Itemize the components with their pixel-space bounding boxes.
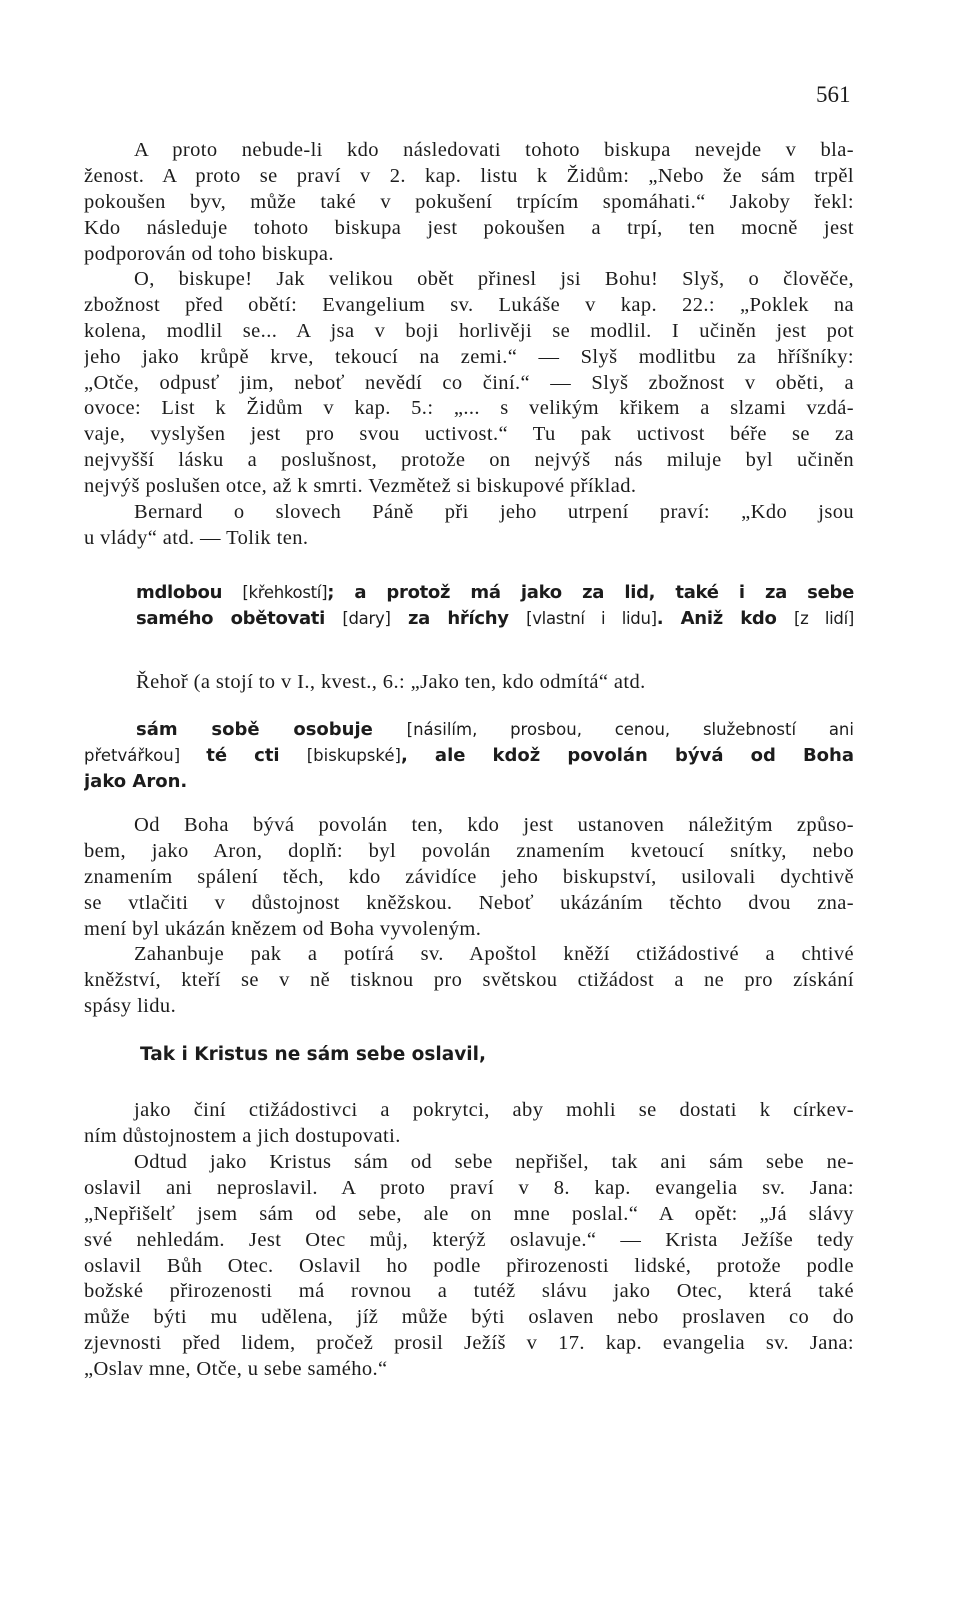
text-line: ním důstojnostem a jich dostupovati.: [84, 1124, 401, 1147]
text-line: Odtud jako Kristus sám od sebe nepřišel, tak ani sám sebe ne-: [134, 1151, 854, 1173]
paragraph-4: [136, 670, 854, 696]
bible-verse-2: [84, 717, 854, 795]
bible-verse-1: [136, 580, 854, 632]
text-line: „Nepřišelť jsem sám od sebe, ale on mne poslal.“ A opět: „Já slávy: [84, 1202, 854, 1225]
text-line: Od Boha bývá povolán ten, kdo jest ustanoven náležitým způso-: [134, 814, 854, 836]
text-line: božské přirozenosti má rovnou a tutéž slávu jako Otec, která také: [84, 1280, 854, 1303]
text-line: nejvýš poslušen otce, až k smrti. Vezmětež si biskupové příklad.: [84, 475, 637, 498]
text-line: O, biskupe! Jak velikou obět přinesl jsi Bohu! Slyš, o člověče,: [134, 268, 854, 290]
text-line: znamením spálení těch, kdo závidíce jeho biskupství, usilovali dychtivě: [84, 865, 854, 888]
text-line: „Otče, odpusť jim, neboť nevědí co činí.“ — Slyš zbožnost v oběti, a: [84, 371, 854, 394]
text-line: „Oslav mne, Otče, u sebe samého.“: [84, 1358, 388, 1381]
text-line: oslavil Bůh Otec. Oslavil ho podle přirozenosti lidské, protože podle: [84, 1254, 854, 1277]
paragraph-7: [84, 1098, 854, 1150]
verse-line: přetvářkou] té cti [biskupské], ale kdož povolán bývá od Boha: [84, 744, 854, 766]
verse-line: jako Aron.: [84, 770, 188, 792]
text-line: ovoce: List k Židům v kap. 5.: „... s velikým křikem a slzami vzdá-: [84, 397, 854, 420]
paragraph-6: [84, 942, 854, 1020]
text-line: podporován od toho biskupa.: [84, 242, 334, 265]
text-line: své nehledám. Jest Otec můj, kterýž oslavuje.“ — Krista Ježíše tedy: [84, 1228, 854, 1251]
text-line: A proto nebude-li kdo následovati tohoto biskupa nevejde v bla-: [134, 139, 854, 161]
verse-line: mdlobou [křehkostí]; a protož má jako za lid, také i za sebe: [136, 582, 854, 603]
text-line: u vlády“ atd. — Tolik ten.: [84, 526, 309, 549]
text-line: zbožnost před obětí: Evangelium sv. Lukáše v kap. 22.: „Poklek na: [84, 293, 854, 316]
text-line: bem, jako Aron, doplň: byl povolán znamením kvetoucí snítky, nebo: [84, 839, 854, 862]
text-line: kolena, modlil se... A jsa v boji horlivěji se modlil. I učiněn jest pot: [84, 319, 854, 342]
text-line: Řehoř (a stojí to v I., kvest., 6.: „Jako ten, kdo odmítá“ atd.: [136, 671, 646, 693]
text-line: se vtlačiti v důstojnost kněžskou. Neboť ukázáním těchto dvou zna-: [84, 891, 854, 914]
paragraph-3: [84, 500, 854, 552]
page-number: 561: [816, 82, 851, 107]
text-line: jako činí ctižádostivci a pokrytci, aby mohli se dostati k církev-: [134, 1099, 854, 1121]
paragraph-1: [84, 138, 854, 267]
text-line: Kdo následuje tohoto biskupa jest pokoušen a trpí, ten mocně jest: [84, 216, 854, 239]
paragraph-5: [84, 813, 854, 942]
text-line: vaje, vyslyšen jest pro svou uctivost.“ Tu pak uctivost béře se za: [84, 423, 854, 446]
text-line: nejvyšší lásku a poslušnost, protože on nejvýš nás miluje byl učiněn: [84, 449, 854, 472]
text-line: pokoušen byv, může také v pokušení trpícím spomáhati.“ Jakoby řekl:: [84, 190, 854, 213]
text-line: může býti mu udělena, jíž může býti oslaven nebo proslaven co do: [84, 1306, 854, 1329]
verse-line: samého obětovati [dary] za hříchy [vlastní i lidu]. Aniž kdo [z lidí]: [136, 607, 854, 629]
text-line: spásy lidu.: [84, 994, 177, 1017]
text-line: Zahanbuje pak a potírá sv. Apoštol kněží ctižádostivé a chtivé: [134, 943, 854, 965]
text-line: mení byl ukázán knězem od Boha vyvoleným.: [84, 917, 482, 940]
text-line: ženost. A proto se praví v 2. kap. listu k Židům: „Nebo že sám trpěl: [84, 164, 854, 187]
text-line: oslavil ani neproslavil. A proto praví v 8. kap. evangelia sv. Jana:: [84, 1176, 854, 1199]
text-line: jeho jako krůpě krve, tekoucí na zemi.“ — Slyš modlitbu za hříšníky:: [84, 345, 854, 368]
section-heading: Tak i Kristus ne sám sebe oslavil,: [140, 1044, 486, 1065]
text-line: zjevnosti před lidem, pročež prosil Ježíš v 17. kap. evangelia sv. Jana:: [84, 1332, 854, 1355]
verse-line: sám sobě osobuje [násilím, prosbou, cenou, služebností ani: [136, 719, 854, 740]
paragraph-8: [84, 1150, 854, 1383]
paragraph-2: [84, 267, 854, 500]
text-line: kněžství, kteří se v ně tisknou pro světskou ctižádost a ne pro získání: [84, 968, 854, 991]
text-line: Bernard o slovech Páně při jeho utrpení praví: „Kdo jsou: [134, 501, 854, 523]
